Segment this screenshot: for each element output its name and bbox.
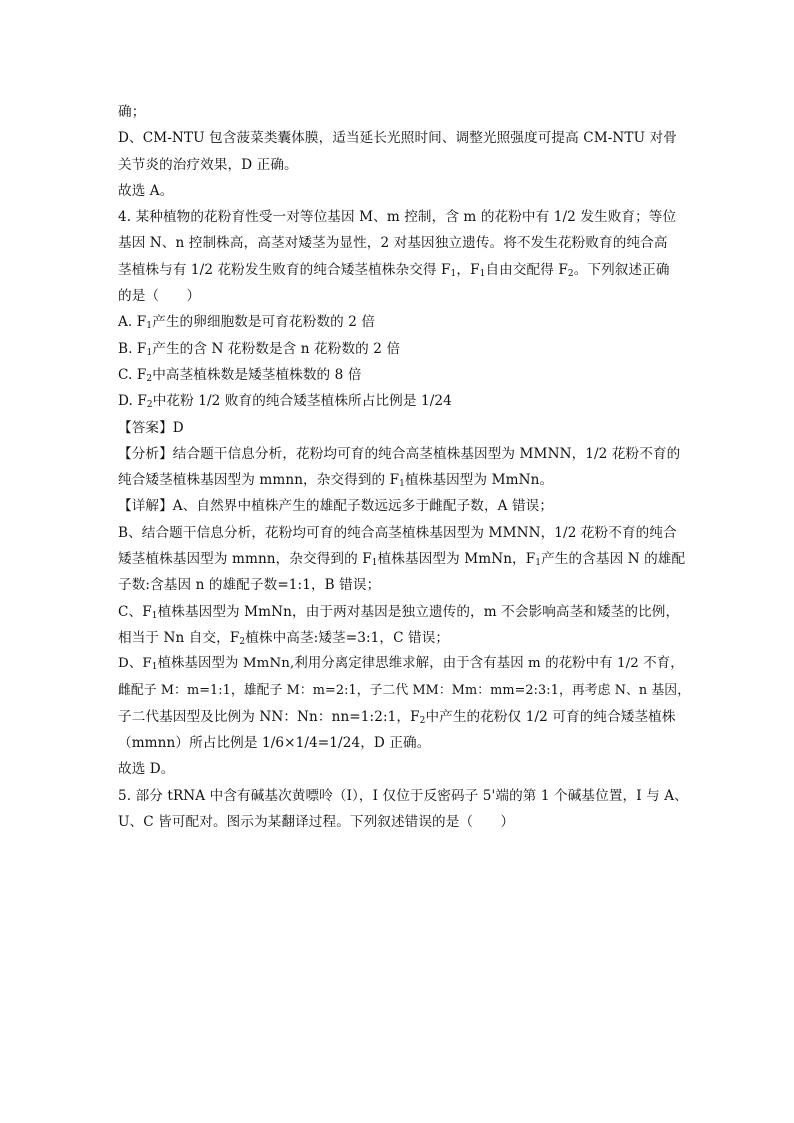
text-line bbox=[118, 125, 688, 151]
subscript: 1 bbox=[479, 268, 486, 279]
text-segment: 茎植株与有 1/2 花粉发生败育的纯合矮茎植株杂交得 F bbox=[118, 261, 451, 278]
text-line bbox=[118, 99, 688, 125]
text-line bbox=[118, 783, 688, 809]
text-segment: B、结合题干信息分析，花粉均可育的纯合高茎植株基因型为 MMNN，1/2 花粉不育的纯合 bbox=[118, 524, 677, 541]
text-segment: D、CM-NTU 包含菠菜类囊体膜，适当延长光照时间、调整光照强度可提高 CM-NTU 对骨 bbox=[118, 130, 677, 147]
text-segment: D、F bbox=[118, 656, 152, 672]
text-segment: B. F bbox=[118, 340, 147, 357]
text-line bbox=[118, 599, 688, 625]
text-segment: 关节炎的治疗效果，D 正确。 bbox=[118, 156, 298, 173]
text-line bbox=[118, 415, 688, 441]
text-line bbox=[118, 678, 691, 704]
text-line bbox=[118, 362, 688, 388]
text-segment: 中高茎植株数是矮茎植株数的 8 倍 bbox=[152, 366, 362, 383]
text-segment: 4. 某种植物的花粉育性受一对等位基因 M、m 控制，含 m 的花粉中有 1/2 发生败育；等位 bbox=[118, 209, 677, 226]
subscript: 2 bbox=[146, 373, 153, 384]
text-segment: D. F bbox=[118, 393, 147, 410]
text-segment: 子二代基因型及比例为 NN：Nn：nn=1:2:1，F bbox=[118, 708, 420, 725]
text-segment: 确； bbox=[118, 104, 146, 120]
subscript: 1 bbox=[399, 479, 405, 490]
text-line bbox=[118, 467, 688, 493]
subscript: 1 bbox=[151, 662, 158, 673]
text-line bbox=[118, 178, 688, 204]
text-segment: 雌配子 M：m=1:1，雄配子 M：m=2:1，子二代 MM：Mm：mm=2:3:1，再考虑 N、n 基因， bbox=[118, 682, 691, 698]
text-line bbox=[118, 283, 688, 309]
subscript: 2 bbox=[146, 400, 153, 411]
subscript: 1 bbox=[450, 268, 457, 279]
text-line bbox=[118, 756, 688, 782]
text-segment: 矮茎植株基因型为 mmnn，杂交得到的 F bbox=[118, 551, 372, 568]
text-line bbox=[118, 336, 688, 362]
text-segment: 植株基因型为 MmNn。 bbox=[405, 472, 554, 489]
subscript: 1 bbox=[535, 558, 542, 569]
text-line bbox=[118, 152, 688, 178]
text-line bbox=[118, 572, 688, 598]
subscript: 1 bbox=[146, 347, 153, 358]
text-segment: U、C 皆可配对。图示为某翻译过程。下列叙述错误的是（ ） bbox=[118, 814, 515, 831]
text-line bbox=[118, 809, 688, 835]
subscript: 2 bbox=[419, 715, 426, 726]
text-segment: C. F bbox=[118, 366, 147, 383]
text-segment: 纯合矮茎植株基因型为 mmnn，杂交得到的 F bbox=[118, 472, 400, 489]
text-segment: 相当于 Nn 自交，F bbox=[118, 629, 240, 646]
text-segment: 。下列叙述正确 bbox=[573, 261, 670, 278]
subscript: 2 bbox=[567, 268, 574, 279]
text-line bbox=[118, 704, 688, 730]
text-line bbox=[118, 730, 688, 756]
text-line bbox=[118, 546, 688, 572]
text-segment: 自由交配得 F bbox=[485, 261, 568, 278]
text-segment: 植株基因型为 MmNn，由于两对基因是独立遗传的，m 不会影响高茎和矮茎的比例， bbox=[157, 603, 680, 620]
text-segment: 【答案】D bbox=[118, 419, 184, 436]
text-line bbox=[118, 441, 688, 467]
text-line bbox=[118, 204, 688, 230]
text-segment: 产生的含 N 花粉数是含 n 花粉数的 2 倍 bbox=[152, 340, 401, 357]
text-segment: 的是（ ） bbox=[118, 288, 201, 305]
text-segment: 【详解】A、自然界中植株产生的雄配子数远远多于雌配子数，A 错误； bbox=[118, 498, 554, 515]
text-segment: 【分析】结合题干信息分析，花粉均可育的纯合高茎植株基因型为 MMNN，1/2 花粉不育的 bbox=[118, 445, 681, 462]
text-line bbox=[118, 493, 688, 519]
text-segment: （mmnn）所占比例是 1/6×1/4=1/24，D 正确。 bbox=[118, 735, 431, 752]
text-segment: 故选 D。 bbox=[118, 761, 175, 778]
text-line bbox=[118, 309, 688, 335]
text-segment: 中花粉 1/2 败育的纯合矮茎植株所占比例是 1/24 bbox=[152, 393, 452, 410]
text-segment: 子数:含基因 n 的雄配子数=1:1，B 错误； bbox=[118, 577, 381, 594]
subscript: 1 bbox=[151, 610, 158, 621]
text-segment: 植株基因型为 MmNn,利用分离定律思维求解，由于含有基因 m 的花粉中有 1/2 不育， bbox=[157, 656, 684, 672]
text-segment: A. F bbox=[118, 314, 147, 331]
text-line bbox=[118, 388, 688, 414]
text-line bbox=[118, 625, 688, 651]
document-page bbox=[118, 99, 691, 835]
text-segment: 5. 部分 tRNA 中含有碱基次黄嘌呤（I），I 仅位于反密码子 5'端的第 1 个碱基位置，I 与 A、 bbox=[118, 787, 688, 804]
subscript: 1 bbox=[146, 321, 153, 332]
subscript: 2 bbox=[239, 636, 246, 647]
text-segment: 植株中高茎:矮茎=3:1，C 错误； bbox=[245, 629, 450, 646]
text-segment: 植株基因型为 MmNn，F bbox=[377, 551, 536, 568]
text-segment: 中产生的花粉仅 1/2 可育的纯合矮茎植株 bbox=[425, 708, 676, 725]
text-line bbox=[118, 651, 688, 677]
text-line bbox=[118, 520, 688, 546]
text-line bbox=[118, 230, 688, 256]
text-segment: 产生的含基因 N 的雄配 bbox=[541, 551, 686, 568]
text-segment: ，F bbox=[456, 261, 480, 278]
subscript: 1 bbox=[371, 558, 378, 569]
text-segment: 故选 A。 bbox=[118, 182, 174, 199]
text-segment: 产生的卵细胞数是可育花粉数的 2 倍 bbox=[152, 314, 376, 331]
text-segment: C、F bbox=[118, 603, 152, 620]
text-segment: 基因 N、n 控制株高，高茎对矮茎为显性，2 对基因独立遗传。将不发生花粉败育的纯合高 bbox=[118, 235, 668, 252]
text-line bbox=[118, 257, 688, 283]
